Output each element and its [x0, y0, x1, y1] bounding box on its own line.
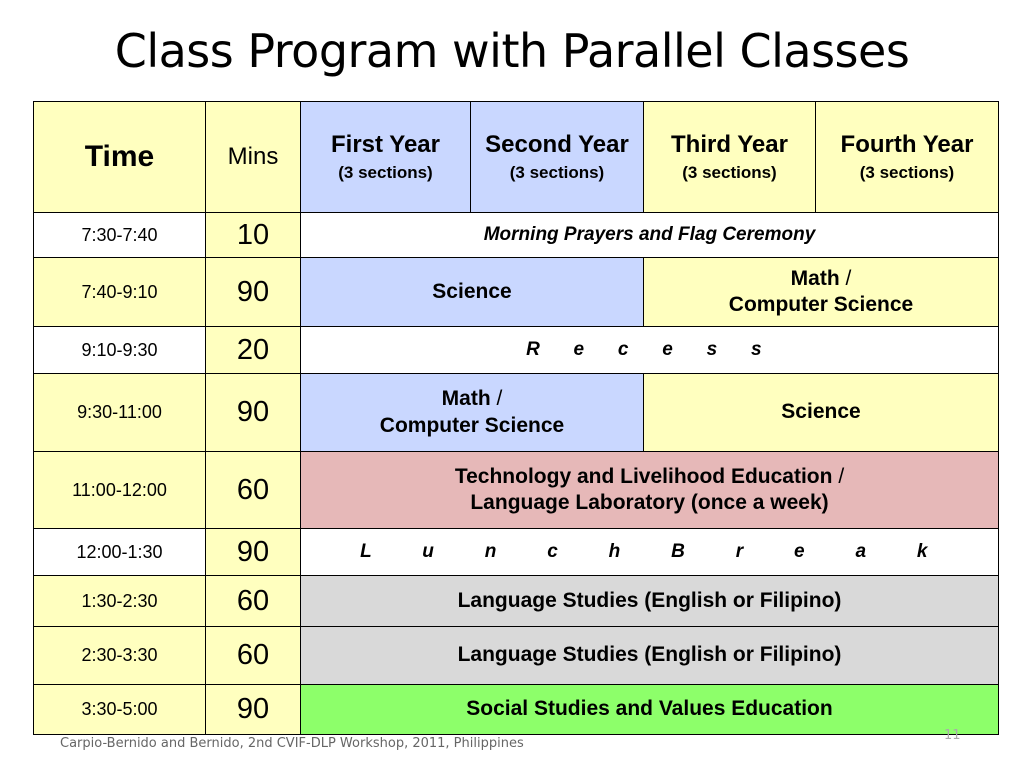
- table-row: [34, 576, 999, 627]
- mins-cell: 60: [206, 627, 301, 685]
- activity-cell: [301, 452, 999, 529]
- time-cell: 9:10-9:30: [34, 327, 206, 374]
- table-header-row: [34, 102, 999, 213]
- activity-third-fourth: [644, 258, 999, 327]
- activity-cell: Social Studies and Values Education: [301, 685, 999, 735]
- page-title: Class Program with Parallel Classes: [114, 24, 910, 78]
- activity-cell: Morning Prayers and Flag Ceremony: [301, 213, 999, 258]
- activity-text: Math: [790, 266, 840, 290]
- table-row: [34, 685, 999, 735]
- header-third-year: [644, 102, 816, 213]
- header-second-year: [471, 102, 644, 213]
- activity-text: Computer Science: [379, 413, 565, 437]
- time-cell: 11:00-12:00: [34, 452, 206, 529]
- slide-number: 11: [944, 728, 961, 743]
- year-name: Second Year: [485, 131, 629, 159]
- year-name: Fourth Year: [840, 131, 974, 159]
- year-sections: (3 sections): [509, 163, 605, 183]
- activity-separator: /: [496, 387, 503, 411]
- time-cell: 1:30-2:30: [34, 576, 206, 627]
- time-cell: 12:00-1:30: [34, 529, 206, 576]
- activity-separator: /: [838, 464, 845, 488]
- activity-text: Technology and Livelihood Education: [454, 464, 833, 488]
- mins-cell: 90: [206, 374, 301, 452]
- header-fourth-year: [816, 102, 999, 213]
- table-row: [34, 327, 999, 374]
- activity-separator: /: [845, 266, 852, 290]
- time-cell: 2:30-3:30: [34, 627, 206, 685]
- time-cell: 3:30-5:00: [34, 685, 206, 735]
- table-row: [34, 452, 999, 529]
- table-row: [34, 627, 999, 685]
- activity-cell: Language Studies (English or Filipino): [301, 576, 999, 627]
- table-row: [34, 529, 999, 576]
- class-program-table: [33, 101, 999, 735]
- year-sections: (3 sections): [682, 163, 777, 183]
- table-row: [34, 258, 999, 327]
- activity-first-second: [301, 374, 644, 452]
- header-mins: Mins: [206, 102, 301, 213]
- activity-third-fourth: Science: [644, 374, 999, 452]
- mins-cell: 20: [206, 327, 301, 374]
- year-name: First Year: [331, 131, 440, 159]
- table-row: [34, 213, 999, 258]
- activity-cell: R e c e s s: [301, 327, 999, 374]
- mins-cell: 90: [206, 258, 301, 327]
- header-first-year: [301, 102, 471, 213]
- header-time: Time: [34, 102, 206, 213]
- mins-cell: 60: [206, 576, 301, 627]
- footer-citation: Carpio-Bernido and Bernido, 2nd CVIF-DLP Workshop, 2011, Philippines: [60, 736, 524, 751]
- activity-text: Language Laboratory (once a week): [470, 491, 829, 514]
- activity-text: Math: [441, 387, 491, 411]
- activity-cell: Language Studies (English or Filipino): [301, 627, 999, 685]
- year-name: Third Year: [671, 131, 788, 159]
- year-sections: (3 sections): [859, 163, 955, 183]
- activity-text: Computer Science: [728, 293, 914, 316]
- mins-cell: 90: [206, 529, 301, 576]
- activity-first-second: Science: [301, 258, 644, 327]
- mins-cell: 10: [206, 213, 301, 258]
- time-cell: 7:30-7:40: [34, 213, 206, 258]
- table-row: [34, 374, 999, 452]
- time-cell: 7:40-9:10: [34, 258, 206, 327]
- time-cell: 9:30-11:00: [34, 374, 206, 452]
- mins-cell: 90: [206, 685, 301, 735]
- mins-cell: 60: [206, 452, 301, 529]
- year-sections: (3 sections): [338, 163, 433, 183]
- activity-cell: L u n c h B r e a k: [301, 529, 999, 576]
